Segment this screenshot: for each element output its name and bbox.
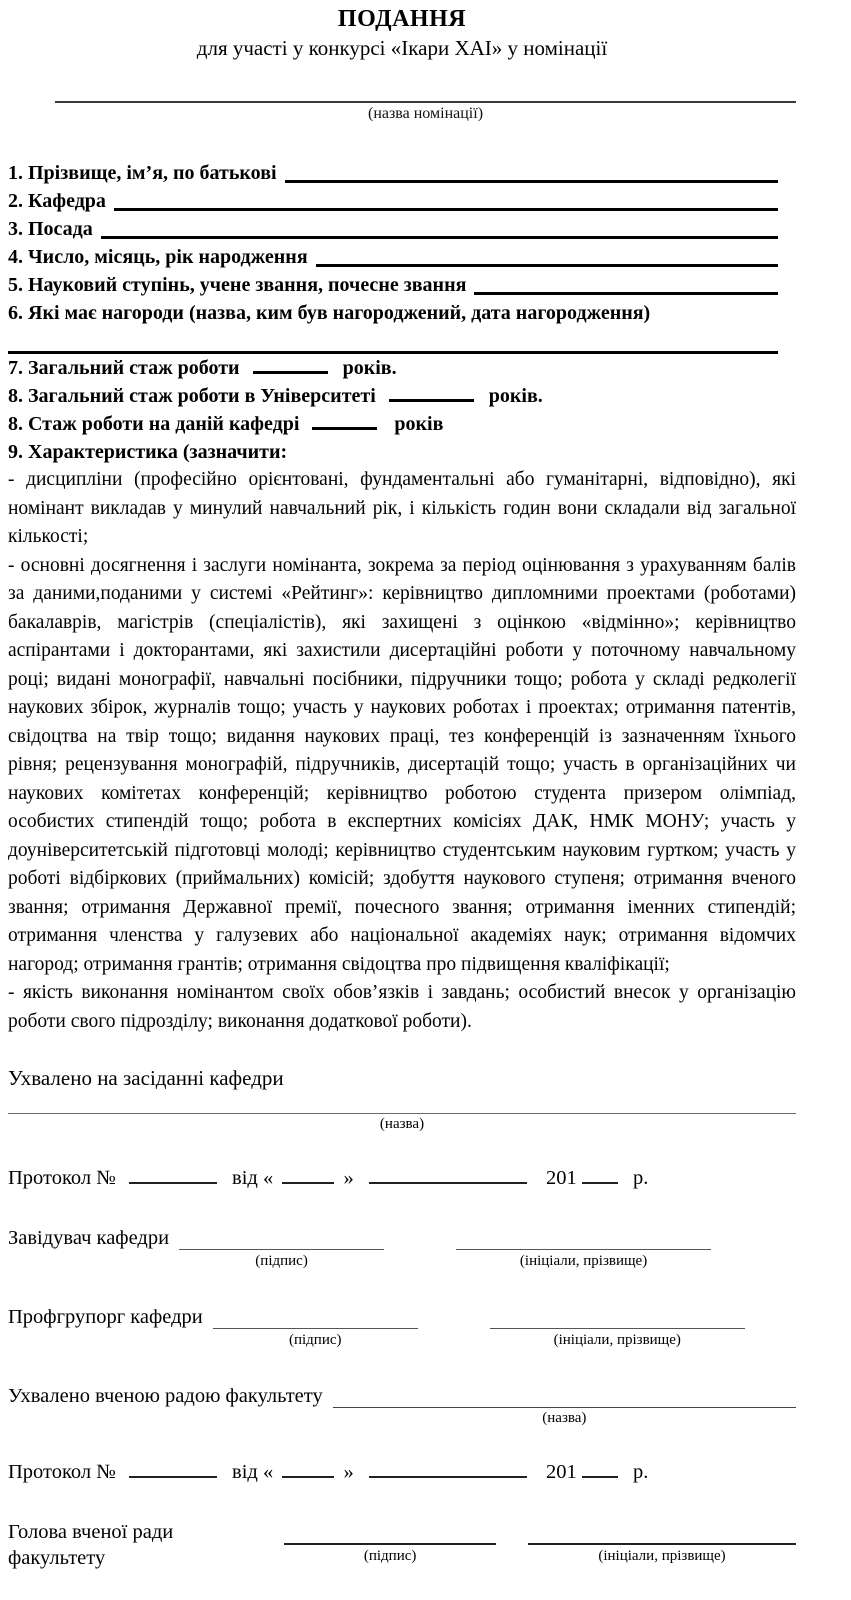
characteristic-paragraph-3: - якість виконання номінантом своїх обов’язків і завдань; особистий внесок у організацію роботи свого підрозділу; виконання додаткової роботи).	[8, 982, 796, 1032]
form-item-4-blank	[316, 243, 778, 267]
name-caption: (ініціали, прізвище)	[553, 1332, 681, 1348]
name-caption: (ініціали, прізвище)	[519, 1253, 648, 1269]
faculty-chair-sign-block	[284, 1519, 496, 1565]
form-item-6	[8, 299, 796, 327]
form-item-1-blank	[285, 159, 778, 183]
form-item-1-label: 1. Прізвище, ім’я, по батькові	[8, 162, 277, 184]
faculty-name-block	[333, 1383, 796, 1427]
form-item-9-rest: (зазначити:	[182, 441, 288, 463]
protocol-vid-label: від «	[232, 1461, 274, 1483]
nomination-blank-line	[55, 87, 796, 103]
protocol-day-blank	[282, 1182, 334, 1184]
form-item-3	[8, 215, 796, 243]
protocol-year-blank	[582, 1476, 618, 1478]
protocol-year-suffix: р.	[632, 1167, 649, 1189]
form-item-1	[8, 159, 796, 187]
form-item-9-label: 9. Характеристика	[8, 441, 178, 463]
union-org-name-blank	[490, 1304, 745, 1329]
protocol-quote-close: »	[343, 1167, 354, 1189]
form-item-9	[8, 438, 796, 466]
form-item-6-answer-line	[8, 327, 778, 354]
sign-caption: (підпис)	[255, 1253, 308, 1269]
protocol-number-blank	[129, 1182, 217, 1184]
union-org-name-block	[490, 1304, 745, 1349]
union-org-sign-block	[213, 1304, 418, 1349]
form-item-2-label: 2. Кафедра	[8, 190, 106, 212]
protocol-year-blank	[582, 1182, 618, 1184]
form-item-8-suffix: років.	[488, 385, 543, 407]
form-items	[8, 159, 796, 466]
dept-name-caption: (назва)	[379, 1116, 425, 1132]
approval-dept-heading: Ухвалено на засіданні кафедри	[8, 1066, 284, 1090]
faculty-chair-label: Голова вченої ради факультету	[8, 1521, 174, 1569]
form-item-8b-label: 8. Стаж роботи на даній кафедрі	[8, 413, 300, 435]
union-org-sign-blank	[213, 1304, 418, 1329]
form-item-5-label: 5. Науковий ступінь, учене звання, почесне звання	[8, 274, 467, 296]
faculty-name-blank	[333, 1383, 796, 1408]
faculty-name-caption: (назва)	[542, 1410, 587, 1426]
protocol-vid-label: від «	[232, 1167, 274, 1189]
nomination-caption: (назва номінації)	[367, 105, 484, 122]
dept-head-name-block	[456, 1225, 711, 1270]
form-item-8-label: 8. Загальний стаж роботи в Університеті	[8, 385, 376, 407]
protocol-day-blank	[282, 1476, 334, 1478]
name-caption: (ініціали, прізвище)	[598, 1548, 726, 1564]
protocol-year-suffix: р.	[632, 1461, 649, 1483]
doc-title: ПОДАННЯ	[337, 6, 467, 32]
dept-head-sign-block	[179, 1225, 384, 1270]
union-org-label: Профгрупорг кафедри	[8, 1306, 203, 1328]
dept-name-line	[8, 1091, 796, 1114]
dept-head-label: Завідувач кафедри	[8, 1227, 170, 1249]
form-item-5-blank	[474, 271, 778, 295]
approval-faculty-heading: Ухвалено вченою радою факультету	[8, 1385, 323, 1407]
form-item-8b-suffix: років	[394, 413, 444, 435]
protocol-year-prefix: 201	[545, 1167, 577, 1189]
faculty-chair-name-blank	[528, 1519, 796, 1545]
characteristic-paragraph-1: - дисципліни (професійно орієнтовані, фундаментальні або гуманітарні, відповідно), які номінант викладав у минулий навчальний рік, і кількість годин вони складали від загальної кількості;	[8, 469, 796, 547]
protocol-month-blank	[369, 1182, 527, 1184]
protocol-label: Протокол №	[8, 1167, 116, 1189]
dept-head-name-blank	[456, 1225, 711, 1250]
form-item-8b	[8, 410, 796, 438]
characteristic-paragraph-2: - основні досягнення і заслуги номінанта, зокрема за період оцінювання з урахуванням балів за даними,поданими у системі «Рейтинг»: керівництво дипломними проектами (роботами) бакалаврів, магістрів (спеціалістів), які захищені з оцінкою «відмінно»; керівництво аспірантами і докторантами, які захистили дисертаційні роботи у поточному навчальному році; видані монографії, навчальні посібники, підручники тощо; робота у складі редколегії наукових збірок, журналів тощо; участь у наукових роботах і проектах; отримання патентів, свідоцтва на твір тощо; видання наукових праці, тез конференцій із зазначенням їхнього рівня; рецензування монографій, підручників, дисертацій тощо; участь в організаційних чи наукових комітетах конференцій; керівництво роботою студента призером олімпіад, особистих стипендій тощо; робота в експертних комісіях ДАК, НМК МОНУ; участь у доуніверситетській підготовці молоді; керівництво студентським науковим гуртком; участь у роботі відбіркових (приймальних) комісій; здобуття наукового ступеня; отримання вченого звання; отримання Державної премії, почесного звання; отримання іменних стипендій; отримання членства у галузевих або національної академіях наук; отримання відомчих нагород; отримання грантів; отримання свідоцтва про підвищення кваліфікації;	[8, 554, 796, 975]
dept-head-sign-blank	[179, 1225, 384, 1250]
protocol-label: Протокол №	[8, 1461, 116, 1483]
form-item-4	[8, 243, 796, 271]
form-item-6-label: 6. Які має нагороди (назва, ким був нагороджений, дата нагородження)	[8, 302, 651, 324]
form-item-2-blank	[114, 187, 778, 211]
faculty-chair-name-block	[528, 1519, 796, 1565]
form-item-7	[8, 354, 796, 382]
protocol-year-prefix: 201	[545, 1461, 577, 1483]
signature-row-union-org	[8, 1304, 796, 1349]
form-item-8-blank	[389, 399, 474, 402]
signature-row-dept-head	[8, 1225, 796, 1270]
doc-subtitle: для участі у конкурсі «Ікари ХАІ» у номінації	[196, 36, 608, 60]
protocol-month-blank	[369, 1476, 527, 1478]
protocol-number-blank	[129, 1476, 217, 1478]
protocol-quote-close: »	[343, 1461, 354, 1483]
sign-caption: (підпис)	[288, 1332, 342, 1348]
form-item-3-label: 3. Посада	[8, 218, 93, 240]
form-item-8b-blank	[312, 427, 377, 430]
signature-row-faculty-chair	[8, 1519, 796, 1571]
form-item-3-blank	[101, 215, 778, 239]
form-item-8	[8, 382, 796, 410]
sign-caption: (підпис)	[363, 1548, 417, 1564]
form-item-7-suffix: років.	[342, 357, 397, 379]
protocol-row-dept	[8, 1165, 796, 1191]
approval-faculty-row	[8, 1383, 796, 1427]
form-item-2	[8, 187, 796, 215]
faculty-chair-sign-blank	[284, 1519, 496, 1545]
form-item-5	[8, 271, 796, 299]
protocol-row-faculty	[8, 1459, 796, 1485]
form-item-7-label: 7. Загальний стаж роботи	[8, 357, 240, 379]
form-item-4-label: 4. Число, місяць, рік народження	[8, 246, 308, 268]
form-item-7-blank	[253, 371, 328, 374]
